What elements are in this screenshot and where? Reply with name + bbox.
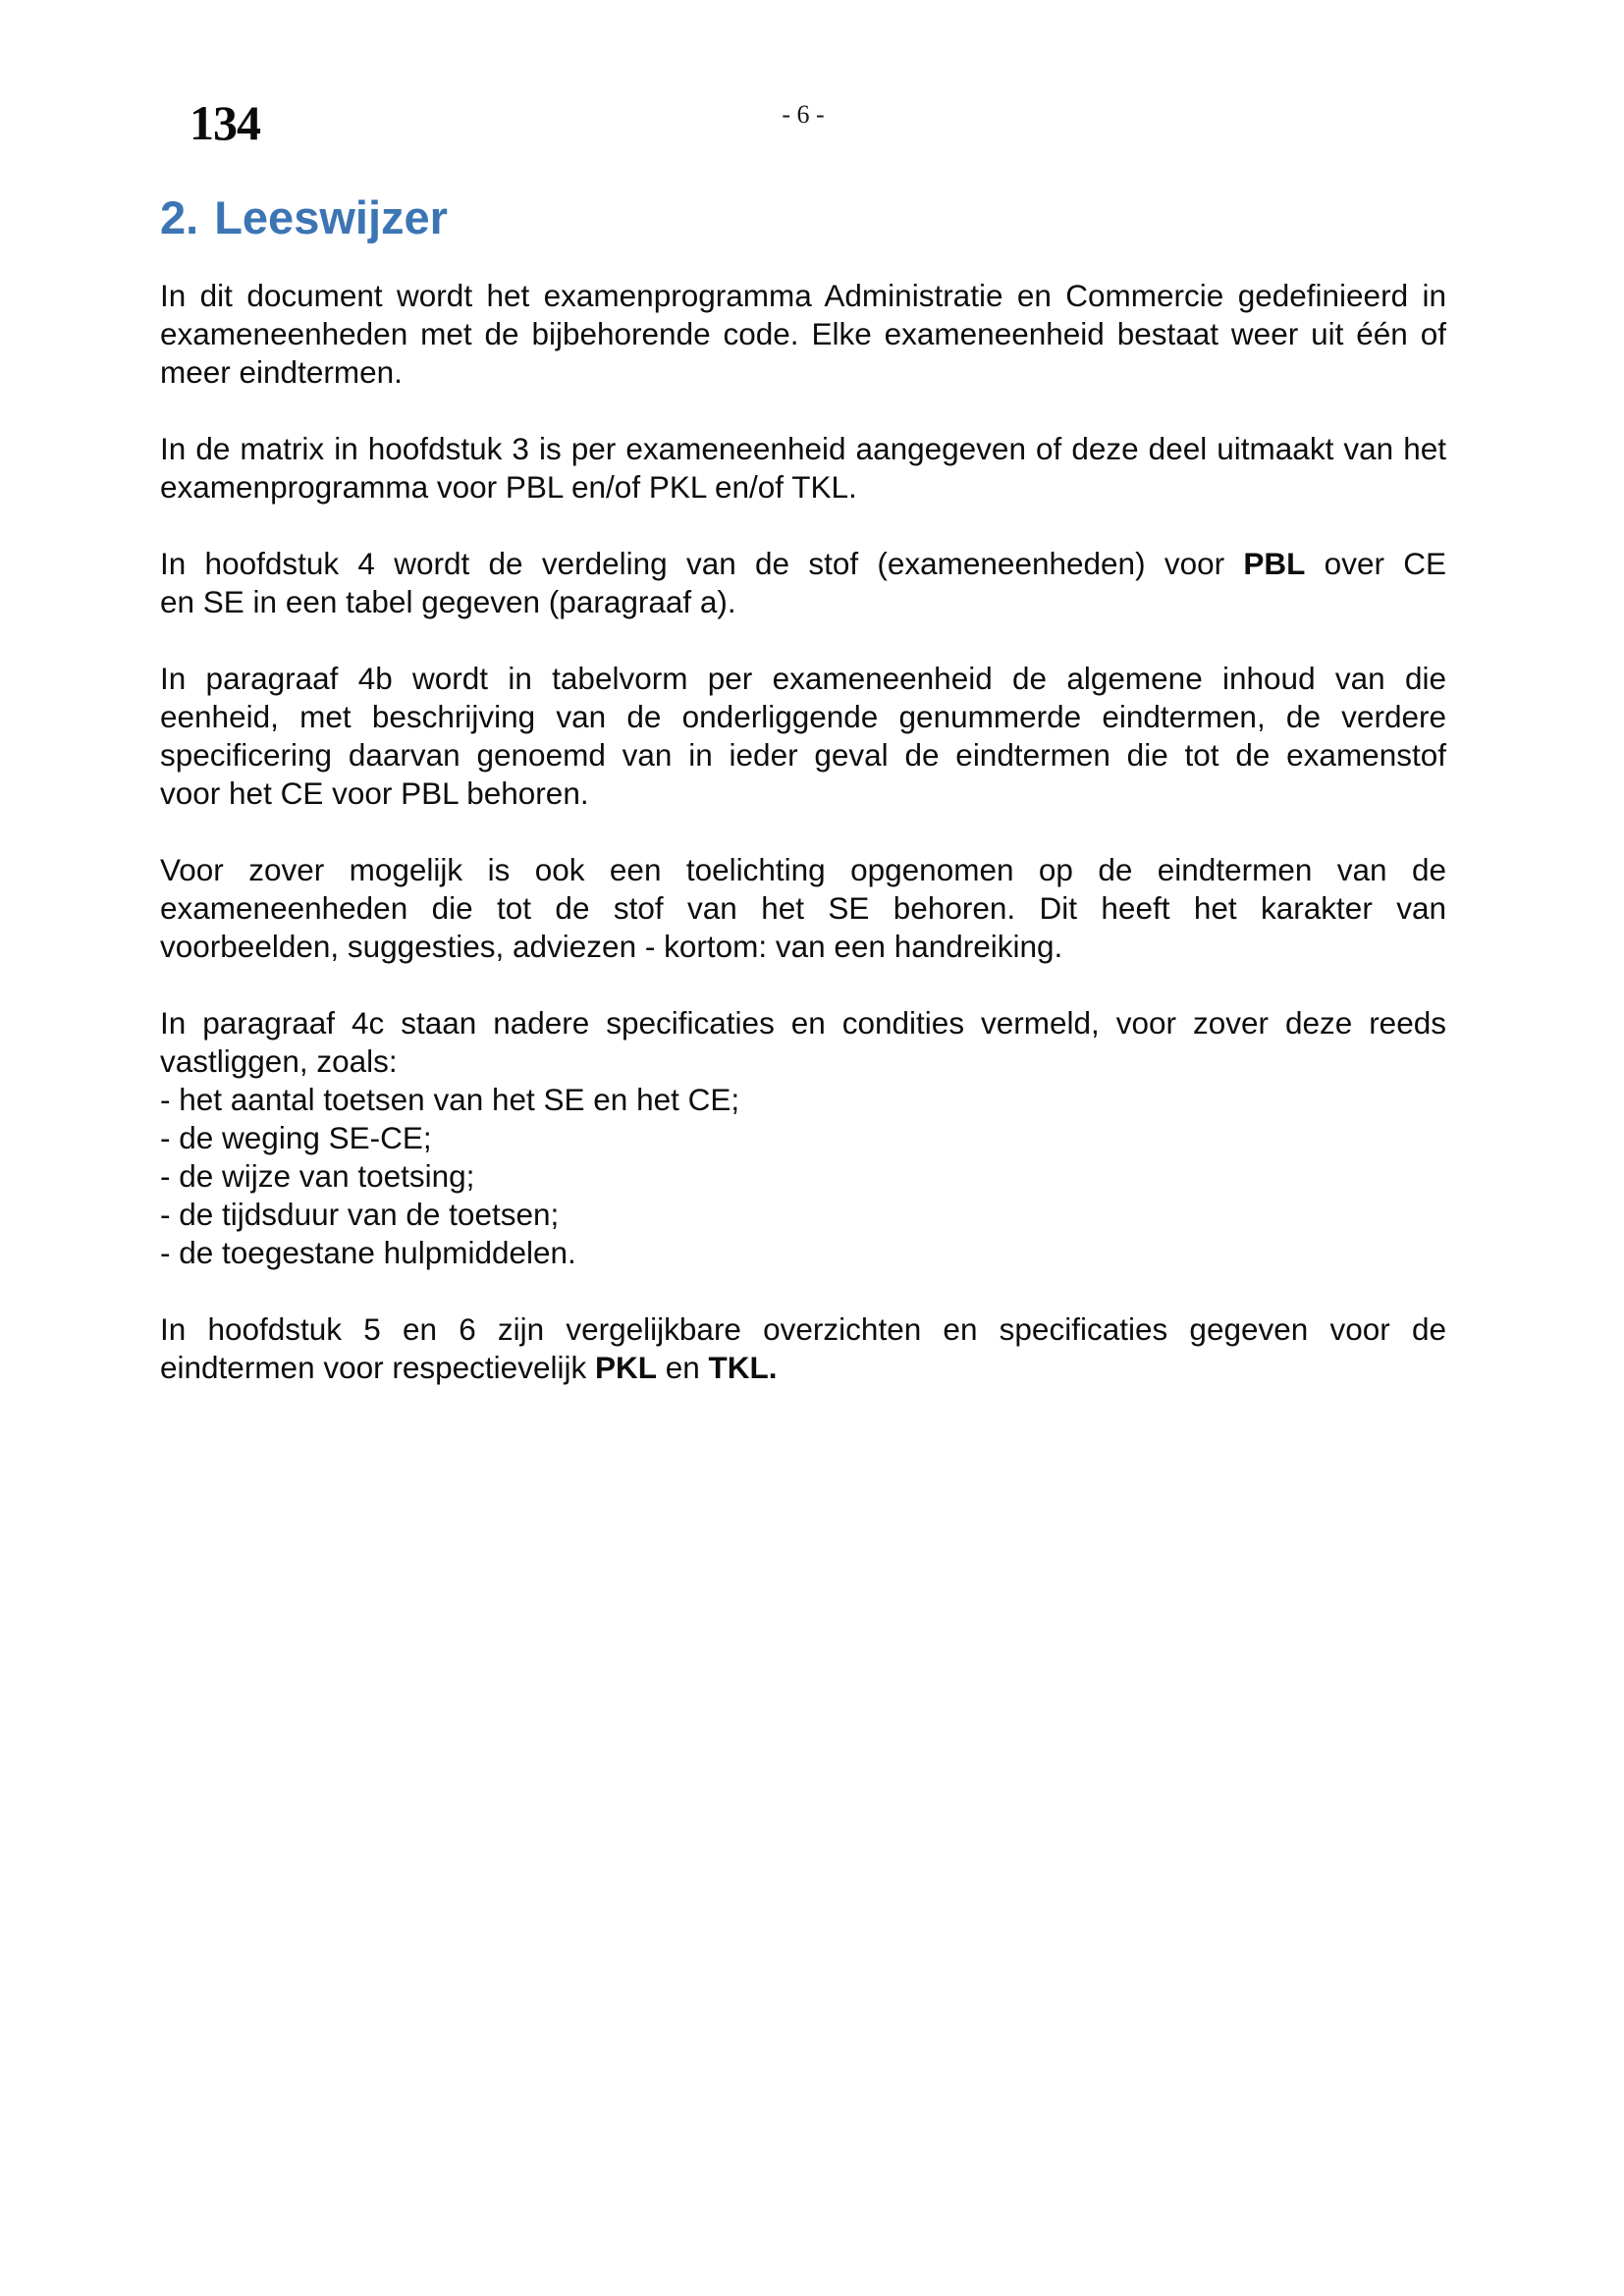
text-line (160, 430, 1446, 468)
text-segment: - de toegestane hulpmiddelen. (160, 1235, 576, 1270)
text-segment: In hoofdstuk 5 en 6 zijn vergelijkbare overzichten en specificaties gegeven voor de (160, 1311, 1446, 1347)
paragraph (160, 1310, 1446, 1387)
text-line (160, 928, 1446, 966)
text-segment: In paragraaf 4b wordt in tabelvorm per exameneenheid de algemene inhoud van die (160, 661, 1446, 696)
text-line (160, 1119, 1446, 1157)
bold-text: PBL (1243, 546, 1306, 581)
text-line (160, 468, 1446, 507)
text-line (160, 774, 1446, 813)
text-segment: exameneenheden met de bijbehorende code. Elke exameneenheid bestaat weer uit één of (160, 316, 1446, 351)
text-line (160, 545, 1446, 583)
text-line (160, 1081, 1446, 1119)
text-line (160, 660, 1446, 698)
text-segment: eindtermen voor respectievelijk (160, 1350, 595, 1385)
text-line (160, 353, 1446, 392)
section-heading-number: 2. (160, 191, 199, 243)
text-segment: - de tijdsduur van de toetsen; (160, 1197, 560, 1232)
page-number: 134 (189, 95, 260, 150)
text-line (160, 583, 1446, 621)
text-segment: specificering daarvan genoemd van in ieder geval de eindtermen die tot de examenstof (160, 737, 1446, 773)
text-segment: eenheid, met beschrijving van de onderliggende genummerde eindtermen, de verdere (160, 699, 1446, 734)
text-line (160, 315, 1446, 353)
bold-text: TKL. (708, 1350, 778, 1385)
text-line (160, 277, 1446, 315)
text-segment: exameneenheden die tot de stof van het SE behoren. Dit heeft het karakter van (160, 890, 1446, 926)
text-line (160, 1004, 1446, 1042)
text-segment: vastliggen, zoals: (160, 1043, 398, 1079)
bold-text: PKL (594, 1350, 657, 1385)
text-segment: voor het CE voor PBL behoren. (160, 775, 589, 811)
paragraph (160, 430, 1446, 507)
text-segment: In de matrix in hoofdstuk 3 is per exameneenheid aangegeven of deze deel uitmaakt van het (160, 431, 1446, 466)
paragraph (160, 660, 1446, 813)
text-line (160, 889, 1446, 928)
paragraph (160, 545, 1446, 621)
section-heading-title: Leeswijzer (214, 191, 448, 243)
text-segment: - het aantal toetsen van het SE en het CE; (160, 1082, 740, 1117)
text-line (160, 1157, 1446, 1196)
page-header-center: - 6 - (782, 100, 825, 129)
paragraph (160, 851, 1446, 966)
text-segment: Voor zover mogelijk is ook een toelichting opgenomen op de eindtermen van de (160, 852, 1446, 887)
text-segment: en (656, 1350, 709, 1385)
text-segment: examenprogramma voor PBL en/of PKL en/of TKL. (160, 469, 857, 505)
text-line (160, 736, 1446, 774)
text-segment: en SE in een tabel gegeven (paragraaf a). (160, 584, 736, 619)
paragraph (160, 1004, 1446, 1272)
section-heading (160, 191, 448, 243)
text-segment: over CE (1305, 546, 1446, 581)
text-line (160, 851, 1446, 889)
text-line (160, 1234, 1446, 1272)
text-segment: In paragraaf 4c staan nadere specificaties en condities vermeld, voor zover deze reeds (160, 1005, 1446, 1041)
text-segment: In dit document wordt het examenprogramma Administratie en Commercie gedefinieerd in (160, 278, 1446, 313)
text-segment: - de weging SE-CE; (160, 1120, 432, 1155)
paragraph (160, 277, 1446, 392)
text-segment: voorbeelden, suggesties, adviezen - kortom: van een handreiking. (160, 929, 1063, 964)
text-line (160, 1310, 1446, 1349)
text-segment: meer eindtermen. (160, 354, 403, 390)
text-segment: - de wijze van toetsing; (160, 1158, 475, 1194)
text-line (160, 1196, 1446, 1234)
text-segment: In hoofdstuk 4 wordt de verdeling van de stof (exameneenheden) voor (160, 546, 1244, 581)
text-line (160, 698, 1446, 736)
document-body (160, 277, 1446, 1425)
text-line (160, 1042, 1446, 1081)
text-line (160, 1349, 1446, 1387)
